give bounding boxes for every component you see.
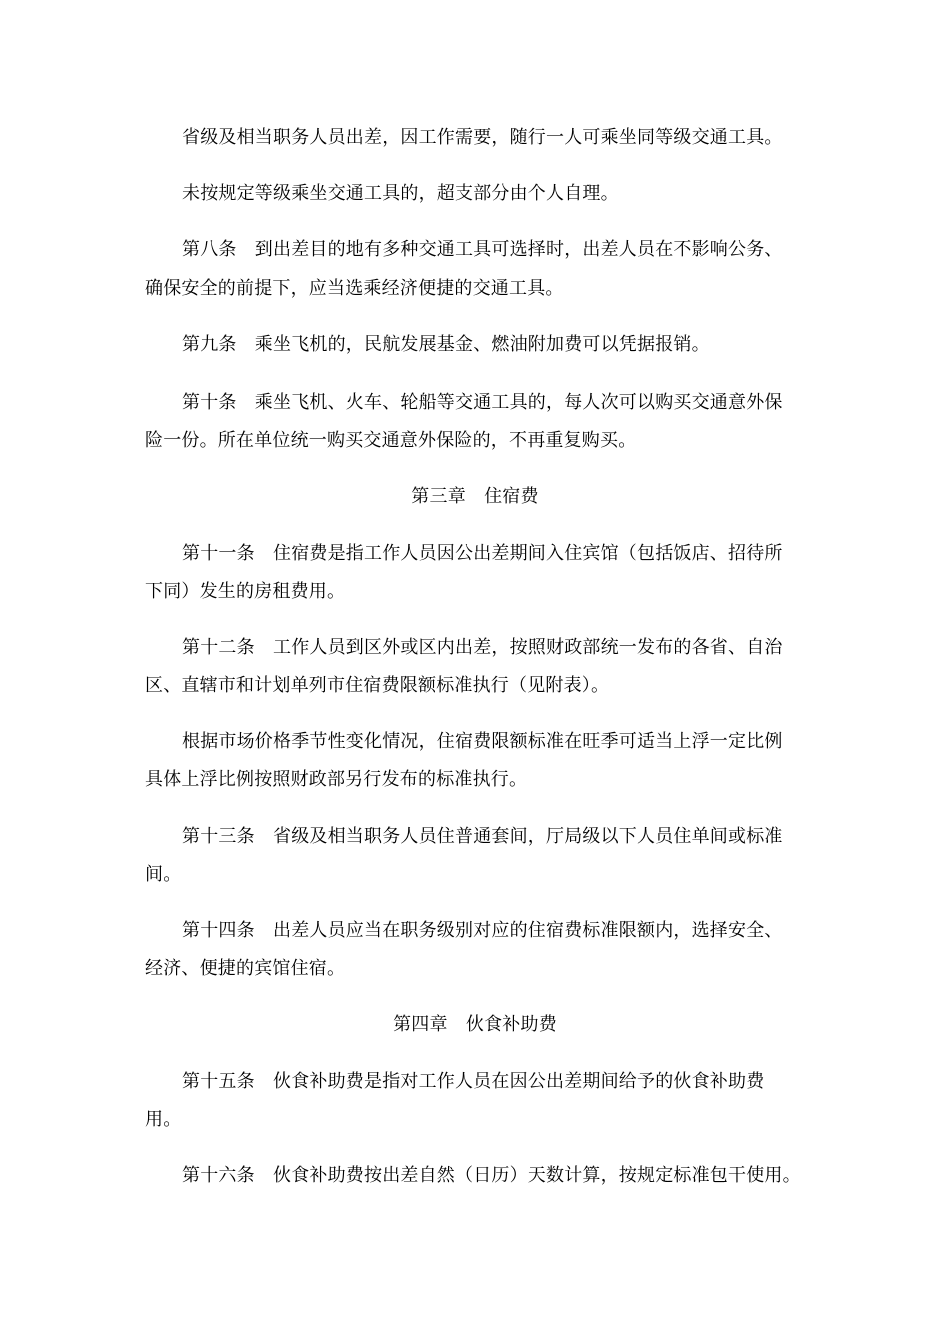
article-14-line-2: 经济、便捷的宾馆住宿。: [145, 958, 346, 979]
article-12-line-1: 第十二条 工作人员到区外或区内出差，按照财政部统一发布的各省、自治: [182, 637, 783, 658]
text-line: 未按规定等级乘坐交通工具的，超支部分由个人自理。: [182, 183, 619, 204]
article-13-line-1: 第十三条 省级及相当职务人员住普通套间，厅局级以下人员住单间或标准: [182, 826, 783, 847]
chapter-4-heading: 第四章 伙食补助费: [393, 1014, 557, 1035]
paragraph-line-1: 根据市场价格季节性变化情况，住宿费限额标准在旺季可适当上浮一定比例: [182, 731, 783, 752]
article-8-line-1: 第八条 到出差目的地有多种交通工具可选择时，出差人员在不影响公务、: [182, 239, 783, 260]
chapter-3-heading: 第三章 住宿费: [411, 486, 539, 507]
article-16: 第十六条 伙食补助费按出差自然（日历）天数计算，按规定标准包干使用。: [182, 1165, 801, 1186]
article-15-line-2: 用。: [145, 1109, 182, 1130]
article-15-line-1: 第十五条 伙食补助费是指对工作人员在因公出差期间给予的伙食补助费: [182, 1071, 765, 1092]
article-8-line-2: 确保安全的前提下，应当选乘经济便捷的交通工具。: [145, 278, 564, 299]
paragraph-line-2: 具体上浮比例按照财政部另行发布的标准执行。: [145, 769, 528, 790]
article-9: 第九条 乘坐飞机的，民航发展基金、燃油附加费可以凭据报销。: [182, 334, 710, 355]
article-10-line-1: 第十条 乘坐飞机、火车、轮船等交通工具的，每人次可以购买交通意外保: [182, 392, 783, 413]
article-13-line-2: 间。: [145, 864, 182, 885]
article-11-line-2: 下同）发生的房租费用。: [145, 581, 346, 602]
article-14-line-1: 第十四条 出差人员应当在职务级别对应的住宿费标准限额内，选择安全、: [182, 920, 783, 941]
article-10-line-2: 险一份。所在单位统一购买交通意外保险的，不再重复购买。: [145, 430, 637, 451]
article-12-line-2: 区、直辖市和计划单列市住宿费限额标准执行（见附表）。: [145, 675, 610, 696]
text-line: 省级及相当职务人员出差，因工作需要，随行一人可乘坐同等级交通工具。: [182, 127, 783, 148]
article-11-line-1: 第十一条 住宿费是指工作人员因公出差期间入住宾馆（包括饭店、招待所: [182, 543, 783, 564]
